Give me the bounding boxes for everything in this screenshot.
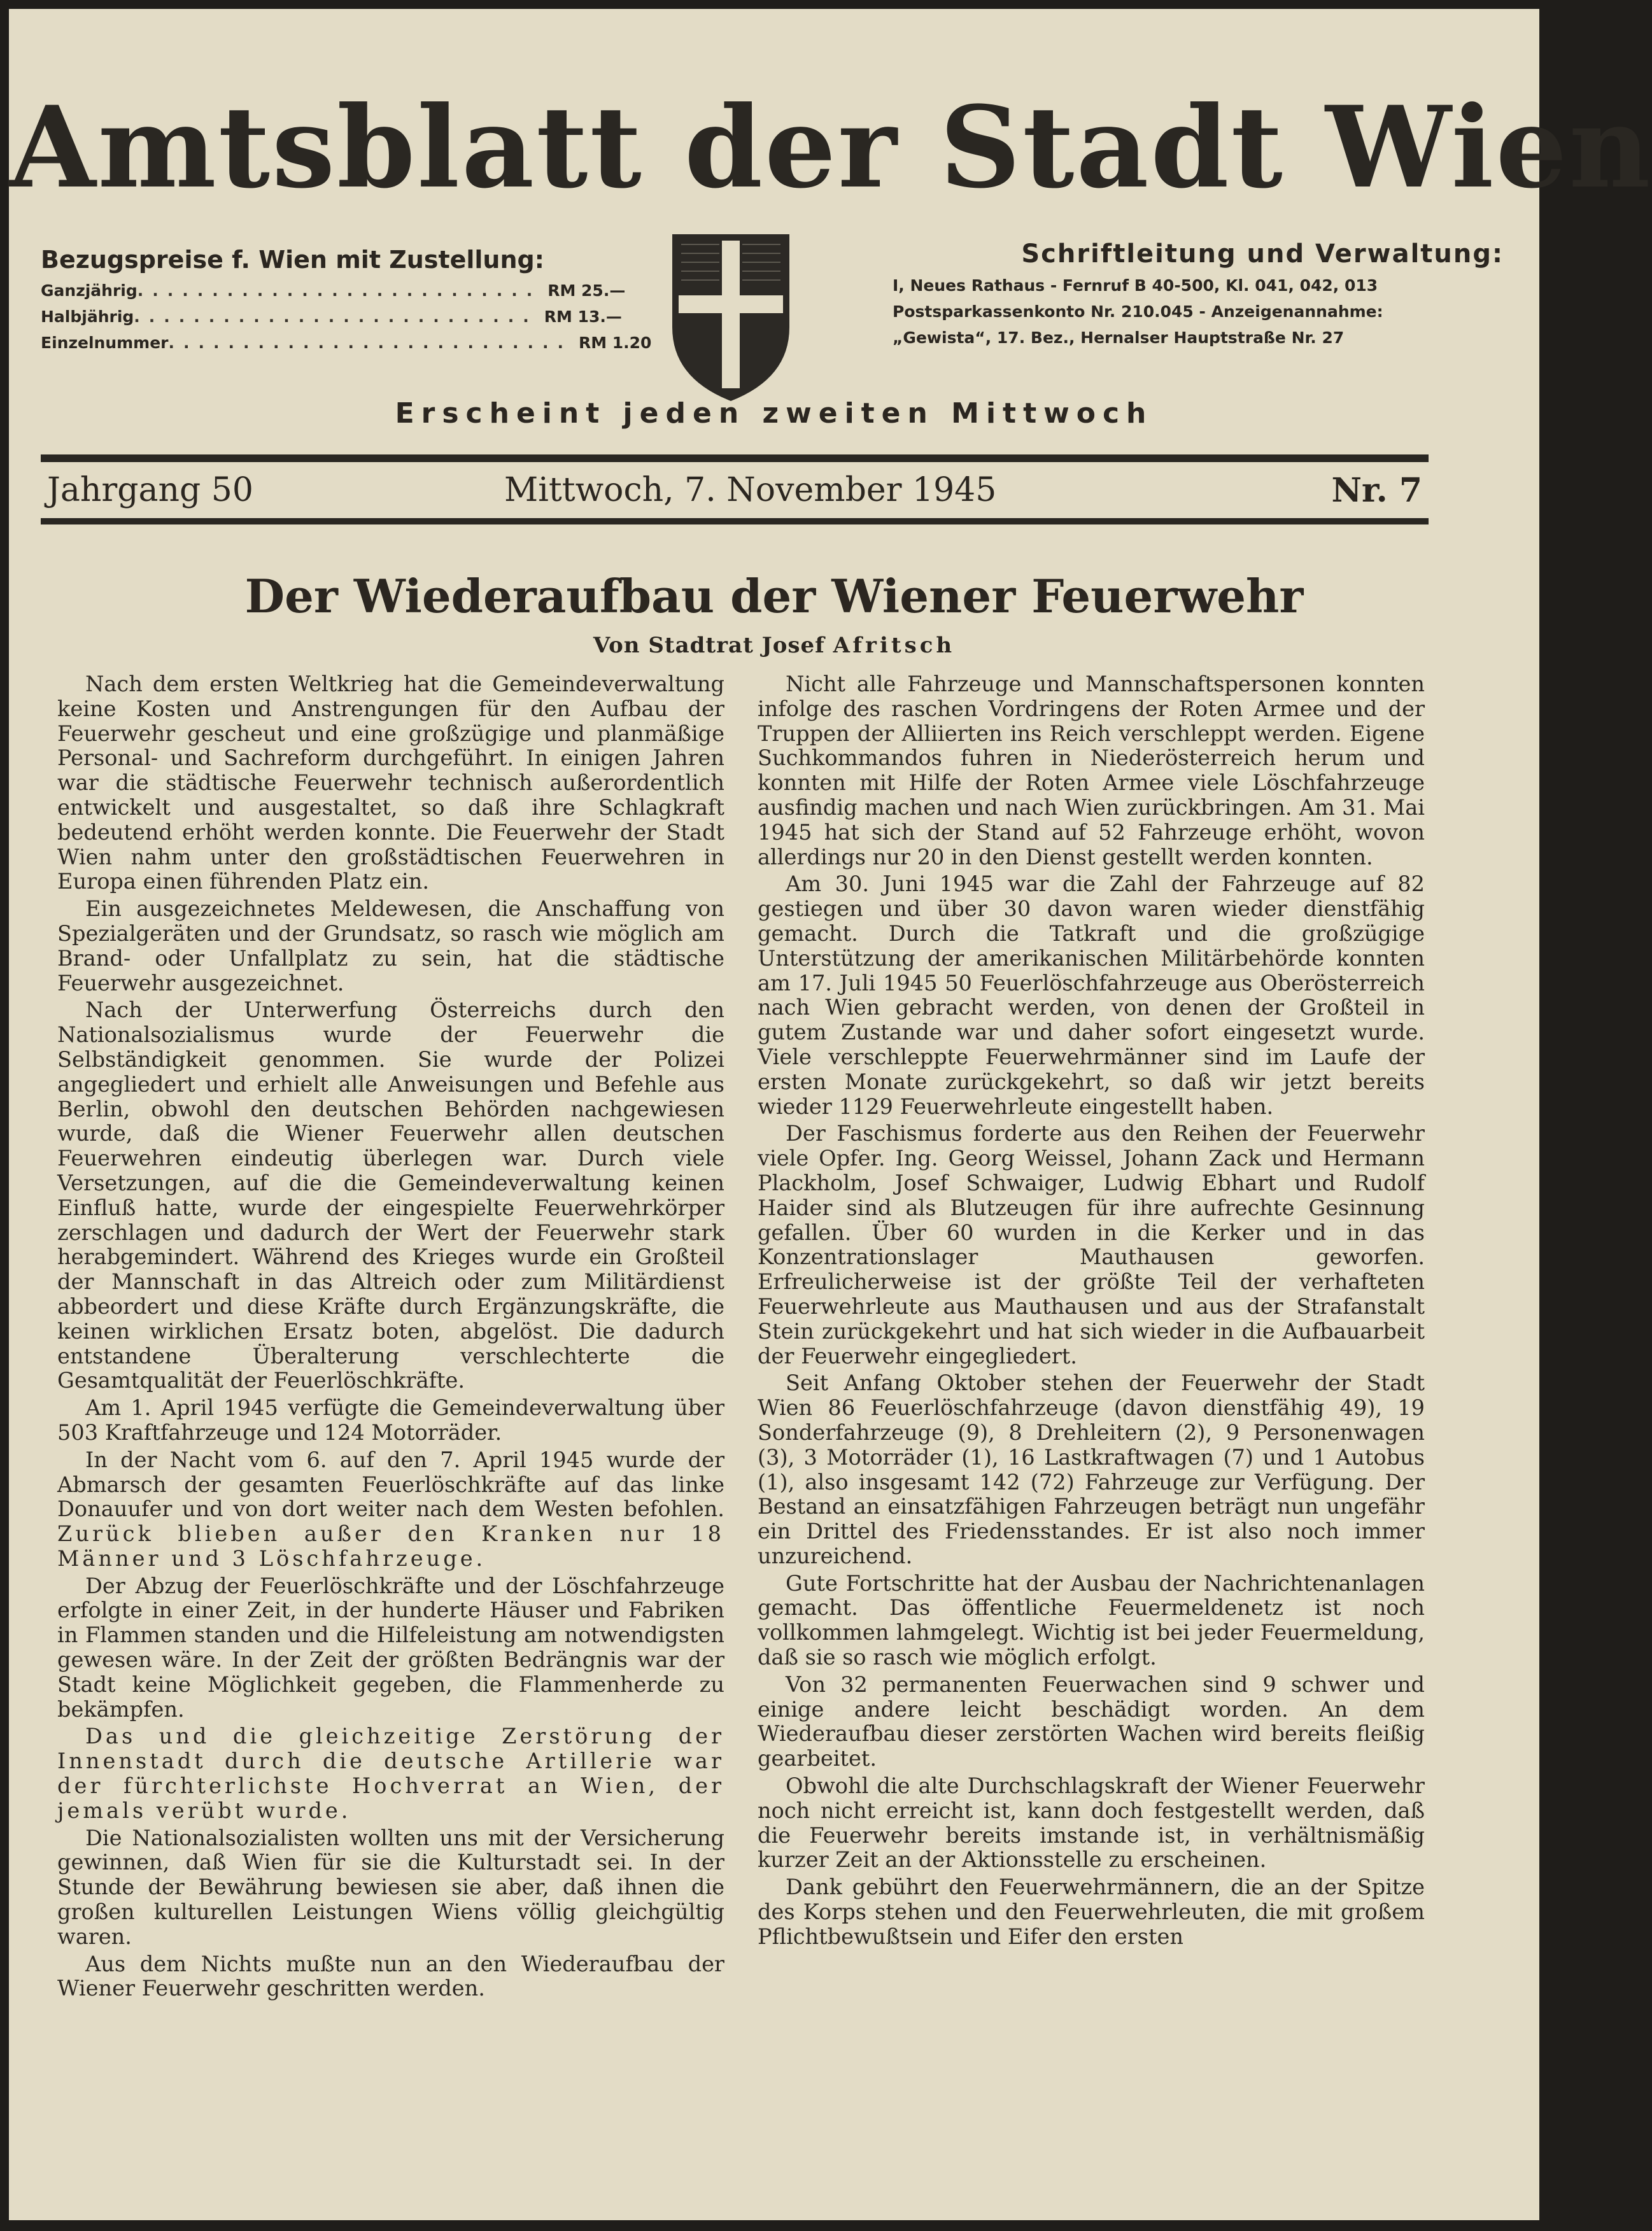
masthead-title: Amtsblatt der Stadt Wien xyxy=(9,81,1652,213)
issue-date: Mittwoch, 7. November 1945 xyxy=(504,471,997,509)
price-row xyxy=(41,281,626,300)
prices-heading: Bezugspreise f. Wien mit Zustellung: xyxy=(41,246,544,274)
paragraph: Am 30. Juni 1945 war die Zahl der Fahrzeuge auf 82 gestiegen und über 30 davon waren wieder dienstfähig gemacht. Durch die Tatkraft und die großzügige Unterstützung der amerikanischen Militärbehörde konnten am 17. Juli 1945 50 Feuerlöschfahrzeuge aus Oberösterreich nach Wien gebracht werden, von denen der Großteil in gutem Zustande war und daher sofort eingesetzt wurde. Viele verschleppte Feuerwehrmänner sind im Laufe der ersten Monate zurückgekehrt, so daß wir jetzt bereits wieder 1129 Feuerwehrleute eingestellt haben. xyxy=(758,871,1425,1119)
admin-line: „Gewista“, 17. Bez., Hernalser Hauptstraße Nr. 27 xyxy=(893,328,1345,347)
top-rule xyxy=(41,454,1429,462)
price-row xyxy=(41,307,622,326)
newspaper-page xyxy=(9,9,1652,2220)
paragraph-text: In der Nacht vom 6. auf den 7. April 1945 wurde der Abmarsch der gesamten Feuerlöschkräfte auf das linke Donauufer und von dort weiter nach dem Westen befohlen. xyxy=(57,1447,724,1522)
paragraph: Der Abzug der Feuerlöschkräfte und der Löschfahrzeuge erfolgte in einer Zeit, in der hunderte Häuser und Fabriken in Flammen standen und die Hilfeleistung am notwendigsten gewesen wäre. In der Zeit der größten Bedrängnis war der Stadt keine Möglichkeit gegeben, die Flammenherde zu bekämpfen. xyxy=(57,1573,724,1722)
byline-author: Afritsch xyxy=(833,633,956,658)
editorial-office xyxy=(893,239,1504,347)
price-leader-dots: ........................... xyxy=(168,334,572,352)
byline-prefix: Von Stadtrat Josef xyxy=(593,633,825,658)
paragraph: Gute Fortschritte hat der Ausbau der Nachrichtenanlagen gemacht. Das öffentliche Feuermeldenetz ist noch vollkommen lahmgelegt. Wichtig ist bei jeder Feuermeldung, daß sie so rasch wie möglich erfolgt. xyxy=(758,1570,1425,1670)
paragraph: Die Nationalsozialisten wollten uns mit der Versicherung gewinnen, daß Wien für sie die Kulturstadt sei. In der Stunde der Bewährung bewiesen sie aber, daß ihnen die großen kulturellen Leistungen Wiens völlig gleichgültig waren. xyxy=(57,1825,724,1949)
article-column-right xyxy=(758,672,1425,1952)
spaced-emphasis: Zurück blieben außer den Kranken nur 18 Männer und 3 Löschfahrzeuge. xyxy=(57,1521,724,1571)
paragraph: Nicht alle Fahrzeuge und Mannschaftspersonen konnten infolge des raschen Vordringens der Roten Armee und der Truppen der Alliierten ins Reich verschleppt werden. Eigene Suchkommandos fuhren in Niederösterreich herum und konnten mit Hilfe der Roten Armee viele Löschfahrzeuge ausfindig machen und nach Wien zurückbringen. Am 31. Mai 1945 hat sich der Stand auf 52 Fahrzeuge erhöht, wovon allerdings nur 20 in den Dienst gestellt werden konnten. xyxy=(758,672,1425,869)
paragraph: Aus dem Nichts mußte nun an den Wiederaufbau der Wiener Feuerwehr geschritten werden. xyxy=(57,1951,724,2001)
volume-label: Jahrgang 50 xyxy=(47,471,253,509)
paragraph: Obwohl die alte Durchschlagskraft der Wiener Feuerwehr noch nicht erreicht ist, kann doch festgestellt werden, daß die Feuerwehr bereits imstande ist, in verhältnismäßig kurzer Zeit an der Aktionsstelle zu erscheinen. xyxy=(758,1773,1425,1873)
price-value: RM 1.20 xyxy=(578,334,652,352)
price-label: Einzelnummer xyxy=(41,334,169,352)
article-byline xyxy=(9,633,1539,658)
paragraph: Seit Anfang Oktober stehen der Feuerwehr der Stadt Wien 86 Feuerlöschfahrzeuge (davon dienstfähig 49), 19 Sonderfahrzeuge (9), 8 Drehleitern (2), 9 Personenwagen (3), 3 Motorräder (1), 16 Lastkraftwagen (7) und 1 Autobus (1), also insgesamt 142 (72) Fahrzeuge zur Verfügung. Der Bestand an einsatzfähigen Fahrzeugen beträgt nun ungefähr ein Drittel des Friedensstandes. Er ist also noch immer unzureichend. xyxy=(758,1370,1425,1568)
price-value: RM 13.— xyxy=(544,307,622,326)
bottom-rule xyxy=(41,518,1429,524)
paragraph: Dank gebührt den Feuerwehrmännern, die an der Spitze des Korps stehen und den Feuerwehrleuten, die mit großem Pflichtbewußtsein und Eifer den ersten xyxy=(758,1875,1425,1949)
paragraph: Ein ausgezeichnetes Meldewesen, die Anschaffung von Spezialgeräten und der Grundsatz, so rasch wie möglich am Brand- oder Unfallplatz zu sein, hat die städtische Feuerwehr ausgezeichnet. xyxy=(57,896,724,996)
price-leader-dots: ........................... xyxy=(134,307,538,326)
publication-schedule: Erscheint jeden zweiten Mittwoch xyxy=(395,397,1154,430)
price-value: RM 25.— xyxy=(547,281,626,300)
price-leader-dots: ........................... xyxy=(137,281,542,300)
paragraph: Von 32 permanenten Feuerwachen sind 9 schwer und einige andere leicht beschädigt worden. An dem Wiederaufbau dieser zerstörten Wachen wird bereits fleißig gearbeitet. xyxy=(758,1671,1425,1771)
price-row xyxy=(41,334,652,352)
paragraph: Nach dem ersten Weltkrieg hat die Gemeindeverwaltung keine Kosten und Anstrengungen für den Aufbau der Feuerwehr gescheut und eine großzügige und planmäßige Personal- und Sachreform durchgeführt. In einigen Jahren war die städtische Feuerwehr technisch außerordentlich entwickelt und ausgestaltet, so daß ihre Schlagkraft bedeutend erhöht werden konnte. Die Feuerwehr der Stadt Wien nahm unter den großstädtischen Feuerwehren in Europa einen führenden Platz ein. xyxy=(57,672,724,894)
vienna-coat-of-arms-icon xyxy=(668,232,793,404)
price-label: Ganzjährig xyxy=(41,281,138,300)
admin-line: I, Neues Rathaus - Fernruf B 40-500, Kl. 041, 042, 013 xyxy=(893,276,1378,295)
article-column-left xyxy=(57,672,724,2004)
paragraph: Nach der Unterwerfung Österreichs durch den Nationalsozialismus wurde der Feuerwehr die Selbständigkeit genommen. Sie wurde der Polizei angegliedert und erhielt alle Anweisungen und Befehle aus Berlin, obwohl den deutschen Behörden nachgewiesen wurde, daß die Wiener Feuerwehr allen deutschen Feuerwehren eindeutig überlegen war. Durch viele Versetzungen, auf die die Gemeindeverwaltung keinen Einfluß hatte, wurde der eingespielte Feuerwehrkörper zerschlagen und dadurch der Wert der Feuerwehr stark herabgemindert. Während des Krieges wurde ein Großteil der Mannschaft in das Altreich oder zum Militärdienst abbeordert und diese Kräfte durch Ergänzungskräfte, die keinen wirklichen Ersatz boten, abgelöst. Die dadurch entstandene Überalterung verschlechterte die Gesamtqualität der Feuerlöschkräfte. xyxy=(57,997,724,1393)
admin-line: Postsparkassenkonto Nr. 210.045 - Anzeigenannahme: xyxy=(893,302,1383,321)
paragraph: Am 1. April 1945 verfügte die Gemeindeverwaltung über 503 Kraftfahrzeuge und 124 Motorräder. xyxy=(57,1395,724,1445)
issue-info-bar xyxy=(41,471,1429,516)
admin-heading: Schriftleitung und Verwaltung: xyxy=(1021,239,1504,269)
issue-number: Nr. 7 xyxy=(1331,471,1422,510)
spaced-paragraph: Das und die gleichzeitige Zerstörung der Innenstadt durch die deutsche Artillerie war der fürchterlichste Hochverrat an Wien, der jemals verübt wurde. xyxy=(57,1724,724,1823)
paragraph xyxy=(57,1448,724,1572)
subscription-prices xyxy=(41,246,652,352)
article-title: Der Wiederaufbau der Wiener Feuerwehr xyxy=(244,569,1304,623)
price-label: Halbjährig xyxy=(41,307,134,326)
paragraph: Der Faschismus forderte aus den Reihen der Feuerwehr viele Opfer. Ing. Georg Weissel, Johann Zack und Hermann Plackholm, Josef Schwaiger, Ludwig Ebhart und Rudolf Haider sind als Blutzeugen für ihre aufrechte Gesinnung gefallen. Über 60 wurden in die Kerker und in das Konzentrationslager Mauthausen geworfen. Erfreulicherweise ist der größte Teil der verhafteten Feuerwehrleute aus Mauthausen und aus der Strafanstalt Stein zurückgekehrt und hat sich wieder in die Aufbauarbeit der Feuerwehr eingegliedert. xyxy=(758,1121,1425,1369)
